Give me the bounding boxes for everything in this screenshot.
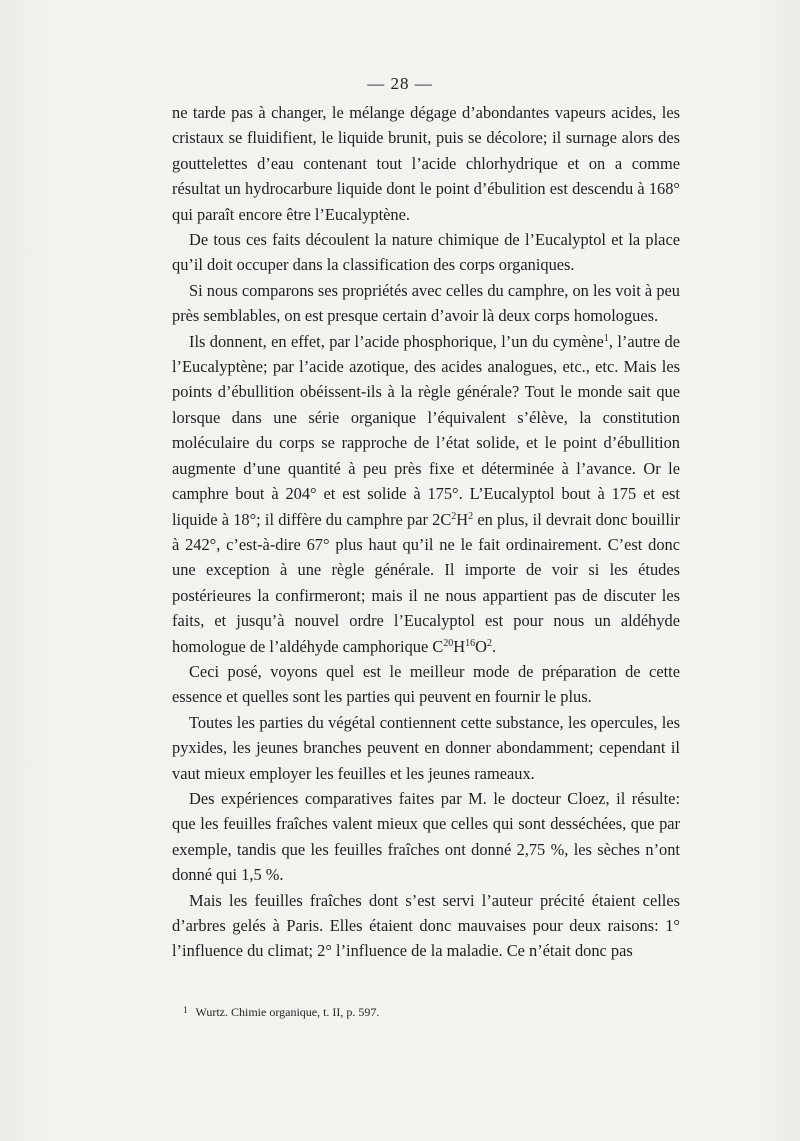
superscript: 2 <box>486 637 492 649</box>
footnote-text: Wurtz. Chimie organique, t. II, p. 597. <box>195 1005 380 1019</box>
body-text <box>172 100 680 964</box>
paragraph <box>172 786 680 888</box>
paragraph-text: De tous ces faits découlent la nature chimique de l’Eucalyptol et la place qu’il doit occuper dans la classification des corps organiques. <box>172 230 680 275</box>
paragraph <box>172 329 680 659</box>
paragraph-text: Si nous comparons ses propriétés avec celles du camphre, on les voit à peu près semblables, on est presque certain d’avoir là deux corps homologues. <box>172 280 680 326</box>
superscript: 2 <box>468 510 474 522</box>
superscript: 1 <box>603 332 609 344</box>
paragraph-text: , l’autre de l’Eucalyptène; par l’acide azotique, des acides analogues, etc., etc. Mais les points d’ébullition obéissent-ils à la règle générale? Tout le monde sait que lorsque dans une série organique l’équivalent s’élève, la constitution moléculaire du corps se rapproche de l’état solide, et le point d’ébullition augmente d’une quantité à peu près fixe et déterminée à l’avance. Or le camphre bout à 204° et est solide à 175°. L’Eucalyptol bout à 175 et est liquide à 18°; il diffère du camphre par 2C <box>172 331 680 529</box>
paragraph <box>172 278 680 329</box>
paragraph-text: Ils donnent, en effet, par l’acide phosphorique, l’un du cymène <box>189 331 604 351</box>
paragraph-text: ne tarde pas à changer, le mélange dégage d’abondantes vapeurs acides, les cristaux se fluidifient, le liquide brunit, puis se décolore; il surnage alors des gouttelettes d’eau contenant tout l’acide chlorhydrique et on a comme résultat un hydrocarbure liquide dont le point d’ébulition est descendu à 168° qui paraît encore être l’Eucalyptène. <box>172 103 680 224</box>
superscript: 2 <box>451 510 457 522</box>
paragraph <box>172 888 680 964</box>
paragraph-text: en plus, il devrait donc bouillir à 242°, c’est-à-dire 67° plus haut qu’il ne le fait ordinairement. C’est donc une exception à une règle générale. Il importe de voir si les études postérieures la confirmeront; mais il ne nous appartient pas de discuter les faits, et jusqu’à nouvel ordre l’Eucalyptol est pour nous un aldéhyde homologue de l’aldéhyde camphorique C <box>172 509 680 656</box>
footnote <box>183 1002 603 1020</box>
page-number: — 28 — <box>367 74 433 93</box>
paragraph-text: H <box>453 636 466 656</box>
superscript: 16 <box>465 637 476 649</box>
superscript: 20 <box>443 637 454 649</box>
paragraph <box>172 710 680 786</box>
paragraph-text: Des expériences comparatives faites par M. le docteur Cloez, il résulte: que les feuilles fraîches valent mieux que celles qui sont desséchées, que par exemple, tandis que les feuilles fraîches ont donné 2,75 %, les sèches n’ont donné qui 1,5 %. <box>172 788 680 885</box>
paragraph <box>172 227 680 278</box>
paragraph-text: H <box>456 509 469 529</box>
paragraph-text: Ceci posé, voyons quel est le meilleur mode de préparation de cette essence et quelles sont les parties qui peuvent en fournir le plus. <box>172 661 680 707</box>
paragraph-text: Toutes les parties du végétal contiennent cette substance, les opercules, les pyxides, les jeunes branches peuvent en donner abondamment; cependant il vaut mieux employer les feuilles et les jeunes rameaux. <box>172 712 680 783</box>
paragraph <box>172 659 680 710</box>
paragraph-text: Mais les feuilles fraîches dont s’est servi l’auteur précité étaient celles d’arbres gelés à Paris. Elles étaient donc mauvaises pour deux raisons: 1° l’influence du climat; 2° l’influence de la maladie. Ce n’était donc pas <box>172 890 680 961</box>
footnote-marker: 1 <box>183 1005 188 1015</box>
paragraph <box>172 100 680 227</box>
paragraph-text: . <box>491 636 497 656</box>
paragraph-text: O <box>475 636 487 656</box>
